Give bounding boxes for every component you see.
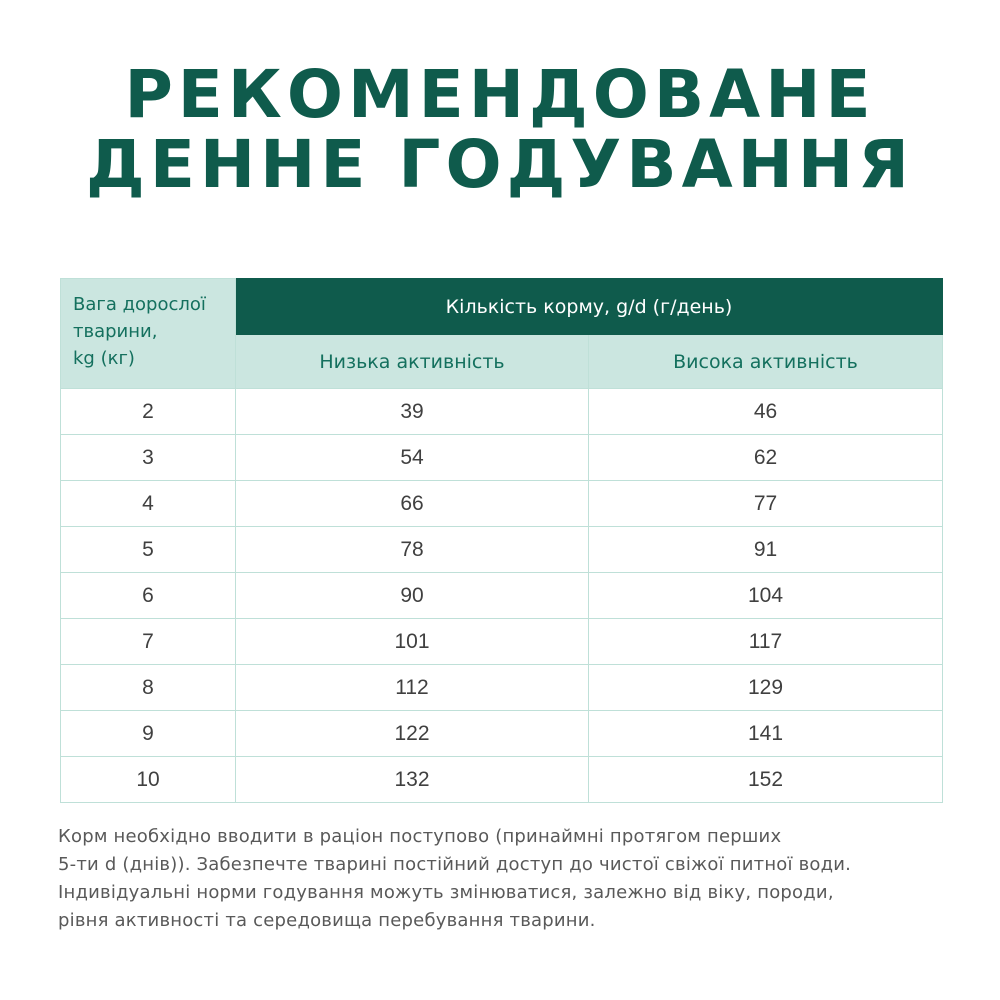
weight-header-line-2: тварини, — [73, 321, 158, 342]
weight-cell: 8 — [61, 665, 236, 711]
low-activity-cell: 122 — [236, 711, 589, 757]
table-row — [61, 389, 943, 435]
table-body — [61, 389, 943, 803]
high-activity-cell: 62 — [589, 435, 943, 481]
high-activity-header: Висока активність — [589, 335, 943, 389]
high-activity-cell: 91 — [589, 527, 943, 573]
table-row — [61, 573, 943, 619]
low-activity-cell: 101 — [236, 619, 589, 665]
weight-column-header — [61, 279, 236, 389]
high-activity-cell: 152 — [589, 757, 943, 803]
table-row — [61, 711, 943, 757]
weight-cell: 5 — [61, 527, 236, 573]
weight-cell: 7 — [61, 619, 236, 665]
low-activity-cell: 90 — [236, 573, 589, 619]
low-activity-cell: 54 — [236, 435, 589, 481]
low-activity-cell: 66 — [236, 481, 589, 527]
low-activity-cell: 112 — [236, 665, 589, 711]
weight-cell: 2 — [61, 389, 236, 435]
low-activity-cell: 39 — [236, 389, 589, 435]
weight-cell: 6 — [61, 573, 236, 619]
title-line-2: ДЕННЕ ГОДУВАННЯ — [86, 126, 914, 203]
footnote-line-4: рівня активності та середовища перебування тварини. — [58, 910, 596, 931]
footnote-line-3: Індивідуальні норми годування можуть змінюватися, залежно від віку, породи, — [58, 882, 834, 903]
high-activity-cell: 77 — [589, 481, 943, 527]
low-activity-header: Низька активність — [236, 335, 589, 389]
weight-header-line-3: kg (кг) — [73, 348, 135, 369]
page-title — [0, 56, 1000, 203]
weight-cell: 4 — [61, 481, 236, 527]
quantity-header: Кількість корму, g/d (г/день) — [236, 279, 943, 335]
weight-cell: 3 — [61, 435, 236, 481]
table-row — [61, 757, 943, 803]
low-activity-cell: 78 — [236, 527, 589, 573]
feeding-table — [60, 278, 943, 803]
footnote — [58, 823, 958, 935]
weight-header-line-1: Вага дорослої — [73, 294, 206, 315]
table-row — [61, 435, 943, 481]
footnote-line-1: Корм необхідно вводити в раціон поступово (принаймні протягом перших — [58, 826, 782, 847]
high-activity-cell: 129 — [589, 665, 943, 711]
weight-cell: 10 — [61, 757, 236, 803]
high-activity-cell: 46 — [589, 389, 943, 435]
table-row — [61, 665, 943, 711]
weight-cell: 9 — [61, 711, 236, 757]
low-activity-cell: 132 — [236, 757, 589, 803]
high-activity-cell: 117 — [589, 619, 943, 665]
table-row — [61, 481, 943, 527]
table-row — [61, 527, 943, 573]
title-line-1: РЕКОМЕНДОВАНЕ — [124, 56, 876, 133]
high-activity-cell: 104 — [589, 573, 943, 619]
high-activity-cell: 141 — [589, 711, 943, 757]
footnote-line-2: 5-ти d (днів)). Забезпечте тварині постійний доступ до чистої свіжої питної води. — [58, 854, 852, 875]
table-row — [61, 619, 943, 665]
